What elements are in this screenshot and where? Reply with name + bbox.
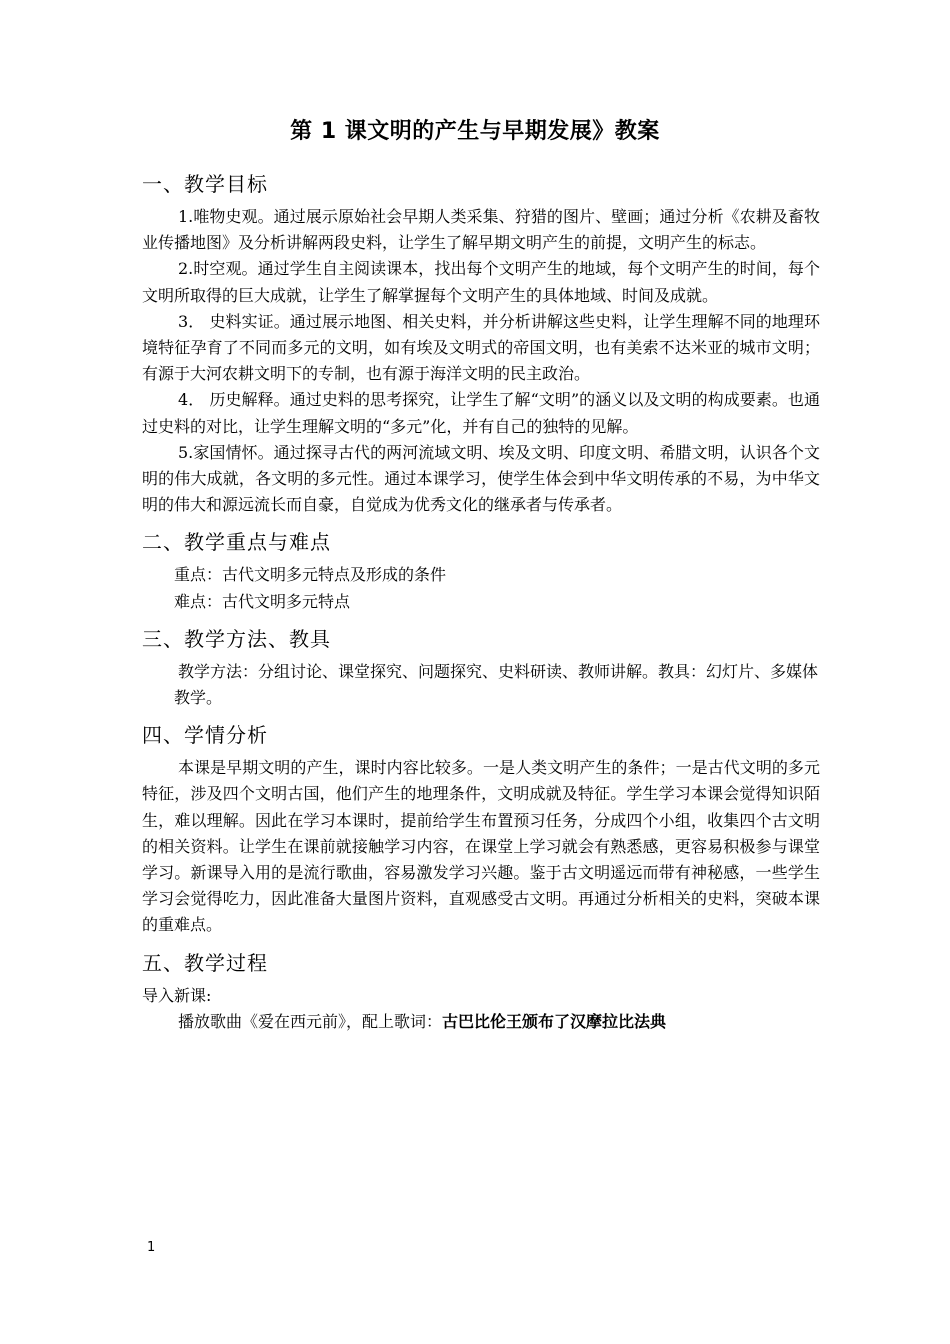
objective-paragraph: 3． 史料实证。通过展示地图、相关史料，并分析讲解这些史料，让学生理解不同的地理环境特征孕育了不同而多元的文明，如有埃及文明式的帝国文明，也有美索不达米亚的城市文明；有源于大河农耕文明下的专制，也有源于海洋文明的民主政治。 [142, 311, 820, 384]
objective-paragraph: 2.时空观。通过学生自主阅读课本，找出每个文明产生的地域，每个文明产生的时间，每个文明所取得的巨大成就，让学生了解掌握每个文明产生的具体地域、时间及成就。 [142, 259, 820, 305]
section-heading: 二、教学重点与难点 [142, 530, 331, 555]
section-heading: 三、教学方法、教具 [142, 626, 331, 651]
page-number: 1 [147, 1240, 156, 1255]
section-heading: 五、教学过程 [142, 950, 268, 975]
section-heading: 四、学情分析 [142, 723, 268, 748]
document-body [142, 168, 820, 1043]
section-heading: 一、教学目标 [142, 172, 268, 196]
intro-label: 导入新课: [142, 985, 212, 1005]
analysis-paragraph: 本课是早期文明的产生，课时内容比较多。一是人类文明产生的条件；一是古代文明的多元特征，涉及四个文明古国，他们产生的地理条件，文明成就及特征。学生学习本课会觉得知识陌生，难以理解。因此在学习本课时，提前给学生布置预习任务，分成四个小组，收集四个古文明的相关资料。让学生在课前就接触学习内容，在课堂上学习就会有熟悉感，更容易积极参与课堂学习。新课导入用的是流行歌曲，容易激发学习兴趣。鉴于古文明遥远而带有神秘感，一些学生学习会觉得吃力，因此准备大量图片资料，直观感受古文明。再通过分析相关的史料，突破本课的重难点。 [142, 758, 820, 935]
difficulty-text: 难点：古代文明多元特点 [174, 591, 351, 611]
intro-line [142, 1009, 820, 1035]
objective-paragraph: 5.家国情怀。通过探寻古代的两河流域文明、埃及文明、印度文明、希腊文明，认识各个文明的伟大成就，各文明的多元性。通过本课学习，使学生体会到中华文明传承的不易，为中华文明的伟大和源远流长而自豪，自觉成为优秀文化的继承者与传承者。 [142, 442, 820, 515]
document-title: 第 1 课文明的产生与早期发展》教案 [290, 119, 660, 144]
section-methods [142, 623, 820, 711]
section-key-points [142, 526, 820, 614]
objective-paragraph: 4． 历史解释。通过史料的思考探究，让学生了解“文明”的涵义以及文明的构成要素。也通过史料的对比，让学生理解文明的“多元”化，并有自己的独特的见解。 [142, 390, 820, 436]
objective-paragraph: 1.唯物史观。通过展示原始社会早期人类采集、狩猎的图片、壁画；通过分析《农耕及畜牧业传播地图》及分析讲解两段史料，让学生了解早期文明产生的前提，文明产生的标志。 [142, 207, 820, 253]
section-teaching-objectives [142, 168, 820, 518]
section-teaching-process [142, 947, 820, 1035]
key-point-text: 重点：古代文明多元特点及形成的条件 [174, 565, 447, 585]
section-learning-analysis [142, 719, 820, 938]
methods-text: 教学方法：分组讨论、课堂探究、问题探究、史料研读、教师讲解。教具：幻灯片、多媒体教学。 [174, 661, 819, 708]
intro-text: 播放歌曲《爱在西元前》，配上歌词： [178, 1011, 443, 1031]
lyrics-text: 古巴比伦王颁布了汉摩拉比法典 [442, 1011, 667, 1031]
